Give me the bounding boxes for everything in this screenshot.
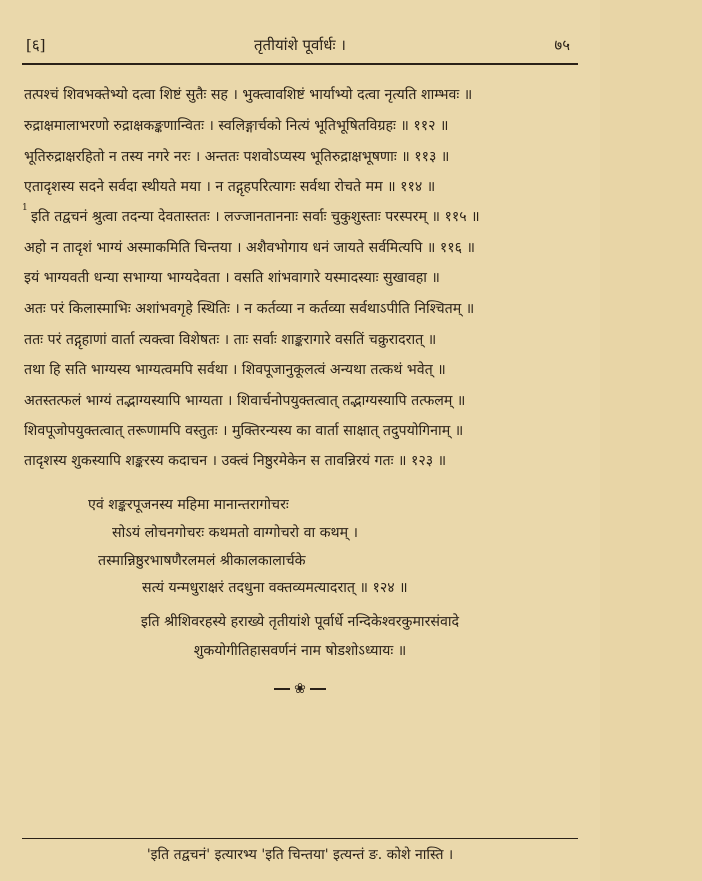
section-ornament <box>0 680 600 696</box>
footnote: 'इति तद्वचनं' इत्यारभ्य 'इति चिन्तया' इत्यन्तं ङ. कोशे नास्ति । <box>146 847 454 863</box>
flower-icon: ❀ <box>294 680 306 697</box>
verse-line: रुद्राक्षमालाभरणो रुद्राक्षकङ्कणान्वितः । स्वलिङ्गार्चको नित्यं भूतिभूषितविग्रहः ॥ ११२ ॥ <box>24 118 449 134</box>
stanza-line: सोऽयं लोचनगोचरः कथमतो वाग्गोचरो वा कथम् । <box>112 525 358 541</box>
colophon-line: इति श्रीशिवरहस्ये हराख्ये तृतीयांशे पूर्वार्धे नन्दिकेश्वरकुमारसंवादे <box>140 614 460 630</box>
verse-line: तथा हि सति भाग्यस्य भाग्यत्वमपि सर्वथा । शिवपूजानुकूलत्वं अन्यथा तत्कथं भवेत् ॥ <box>24 362 446 378</box>
verse-line: अहो न तादृशं भाग्यं अस्माकमिति चिन्तया । अशैवभोगाय धनं जायते सर्वमित्यपि ॥ ११६ ॥ <box>24 240 475 256</box>
stanza-line: सत्यं यन्मधुराक्षरं तदधुना वक्तव्यमत्यादरात् ॥ १२४ ॥ <box>142 580 408 596</box>
verse-line: तादृशस्य शुकस्यापि शङ्करस्य कदाचन । उक्त्वं निष्ठुरमेकेन स तावन्निरयं गतः ॥ १२३ ॥ <box>24 453 447 469</box>
ornament-dash <box>310 688 326 690</box>
verse-line: अतः परं किलास्माभिः अशांभवगृहे स्थितिः । न कर्तव्या न कर्तव्या सर्वथाऽपीति निश्चितम् ॥ <box>24 301 475 317</box>
verse-line: ततः परं तद्गृहाणां वार्ता त्यक्त्वा विशेषतः । ताः सर्वाः शाङ्करागारे वसतिं चक्रुरादरात् ॥ <box>24 332 437 348</box>
page-number: ७५ <box>554 36 570 54</box>
verse-line: शिवपूजोपयुक्तत्वात् तरूणामपि वस्तुतः । मुक्तिरन्यस्य का वार्ता साक्षात् तदुपयोगिनाम् ॥ <box>24 423 464 439</box>
footnote-marker: 1 <box>22 203 28 213</box>
colophon-line: शुकयोगीतिहासवर्णनं नाम षोडशोऽध्यायः ॥ <box>193 643 407 659</box>
chapter-number: [६] <box>26 36 46 54</box>
verse-text: इति तद्वचनं श्रुत्वा तदन्या देवतास्ततः । लज्जानताननाः सर्वाः चुकुशुस्ताः परस्परम् ॥ ११५ ॥ <box>31 209 480 225</box>
verse-line: अतस्तत्फलं भाग्यं तद्भाग्यस्यापि भाग्यता । शिवार्चनोपयुक्तत्वात् तद्भाग्यस्यापि तत्फलम् ॥ <box>24 393 466 409</box>
footnote-rule <box>22 838 578 839</box>
verse-line: इयं भाग्यवती धन्या सभाग्या भाग्यदेवता । वसति शांभवागारे यस्मादस्याः सुखावहा ॥ <box>24 270 440 286</box>
verse-line: एतादृशस्य सदने सर्वदा स्थीयते मया । न तद्गृहपरित्यागः सर्वथा रोचते मम ॥ ११४ ॥ <box>24 179 436 195</box>
stanza-line: तस्मान्निष्ठुरभाषणैरलमलं श्रीकालकालार्चके <box>98 553 306 569</box>
verse-line: तत्पश्चं शिवभक्तेभ्यो दत्वा शिष्टं सुतैः सह । भुक्त्वावशिष्टं भार्याभ्यो दत्वा नृत्यति शाम्भवः ॥ <box>24 87 473 103</box>
stanza-line: एवं शङ्करपूजनस्य महिमा मानान्तरागोचरः <box>88 497 289 513</box>
ornament-dash <box>274 688 290 690</box>
verse-line <box>22 203 584 225</box>
verse-line: भूतिरुद्राक्षरहितो न तस्य नगरे नरः । अन्ततः पशवोऽप्यस्य भूतिरुद्राक्षभूषणाः ॥ ११३ ॥ <box>24 149 450 165</box>
running-header <box>0 38 600 60</box>
running-title: तृतीयांशे पूर्वार्धः । <box>254 36 346 54</box>
header-rule <box>22 63 578 65</box>
